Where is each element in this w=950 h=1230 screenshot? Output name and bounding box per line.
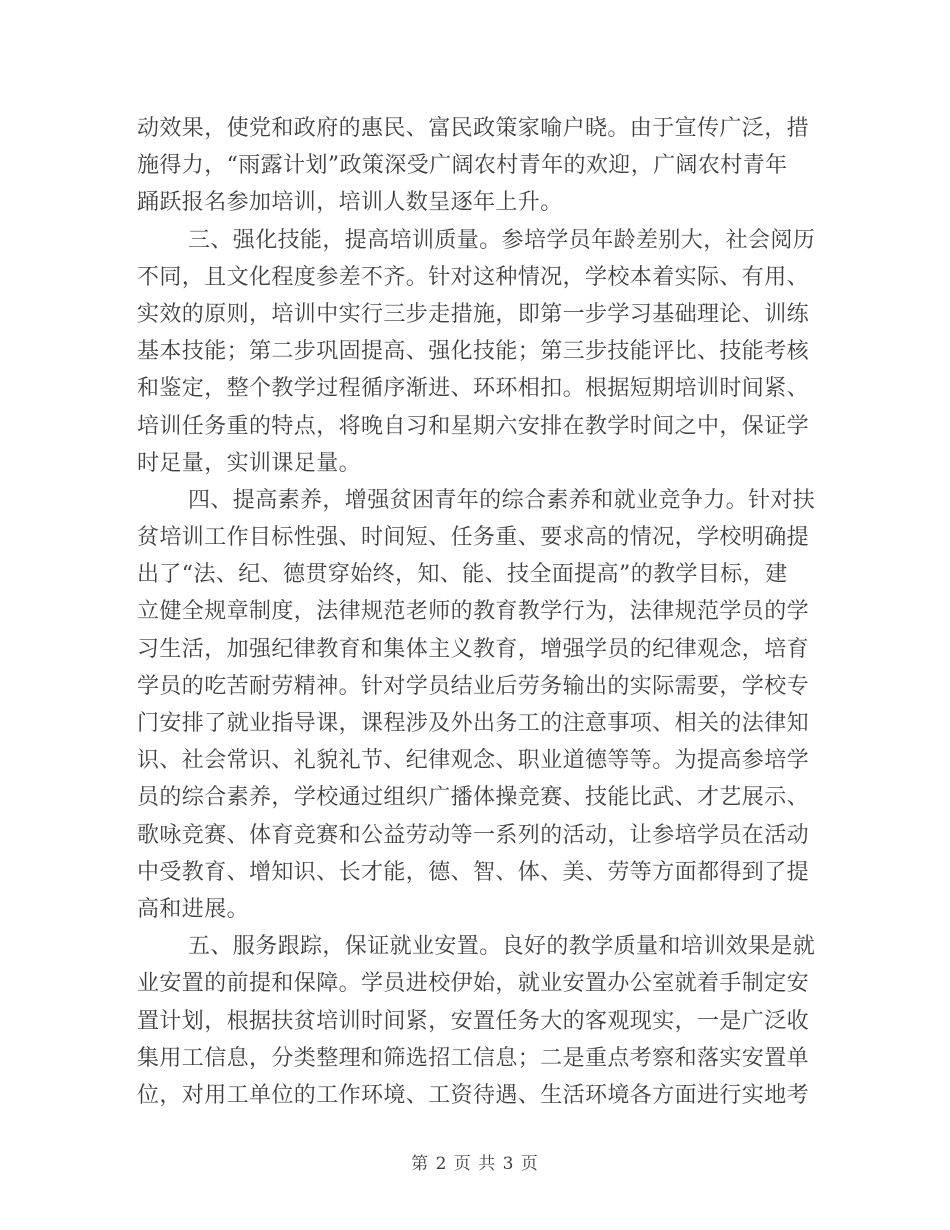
text-line: 四、提高素养，增强贫困青年的综合素养和就业竞争力。针对扶 — [188, 487, 816, 513]
text-line: 位，对用工单位的工作环境、工资待遇、生活环境各方面进行实地考 — [137, 1082, 810, 1108]
text-line: 出了“法、纪、德贯穿始终，知、能、技全面提高”的教学目标，建 — [137, 562, 788, 588]
text-line: 习生活，加强纪律教育和集体主义教育，增强学员的纪律观念，培育 — [137, 636, 810, 662]
page-number-label: 第 2 页 共 3 页 — [411, 1154, 539, 1174]
text-line: 歌咏竞赛、体育竞赛和公益劳动等一系列的活动，让参培学员在活动 — [137, 822, 810, 848]
text-line: 不同，且文化程度参差不齐。针对这种情况，学校本着实际、有用、 — [137, 264, 810, 290]
text-line: 中受教育、增知识、长才能，德、智、体、美、劳等方面都得到了提 — [137, 859, 810, 885]
document-text — [137, 110, 827, 1114]
text-line: 培训任务重的特点，将晚自习和星期六安排在教学时间之中，保证学 — [137, 413, 810, 439]
text-line: 识、社会常识、礼貌礼节、纪律观念、职业道德等等。为提高参培学 — [137, 748, 810, 774]
page-footer — [0, 1149, 950, 1174]
text-line: 集用工信息，分类整理和筛选招工信息；二是重点考察和落实安置单 — [137, 1045, 810, 1071]
text-line: 置计划，根据扶贫培训时间紧，安置任务大的客观现实，一是广泛收 — [137, 1008, 810, 1034]
text-line: 学员的吃苦耐劳精神。针对学员结业后劳务输出的实际需要，学校专 — [137, 673, 810, 699]
text-line: 基本技能；第二步巩固提高、强化技能；第三步技能评比、技能考核 — [137, 339, 810, 365]
text-line: 动效果，使党和政府的惠民、富民政策家喻户晓。由于宣传广泛，措 — [137, 116, 810, 141]
text-line: 高和进展。 — [137, 896, 250, 922]
text-line: 立健全规章制度，法律规范老师的教育教学行为，法律规范学员的学 — [137, 599, 810, 625]
text-line: 施得力，“雨露计划”政策深受广阔农村青年的欢迎，广阔农村青年 — [137, 153, 788, 179]
text-line: 五、服务跟踪，保证就业安置。良好的教学质量和培训效果是就 — [188, 934, 816, 960]
text-line: 踊跃报名参加培训，培训人数呈逐年上升。 — [137, 190, 563, 216]
text-line: 门安排了就业指导课，课程涉及外出务工的注意事项、相关的法律知 — [137, 711, 810, 736]
text-line: 业安置的前提和保障。学员进校伊始，就业安置办公室就着手制定安 — [137, 971, 810, 997]
text-line: 三、强化技能，提高培训质量。参培学员年龄差别大，社会阅历 — [188, 227, 816, 253]
text-line: 贫培训工作目标性强、时间短、任务重、要求高的情况，学校明确提 — [137, 525, 810, 551]
text-line: 时足量，实训课足量。 — [137, 450, 362, 476]
text-line: 实效的原则，培训中实行三步走措施，即第一步学习基础理论、训练 — [137, 301, 810, 327]
text-line: 员的综合素养，学校通过组织广播体操竞赛、技能比武、才艺展示、 — [137, 785, 810, 811]
text-line: 和鉴定，整个教学过程循序渐进、环环相扣。根据短期培训时间紧、 — [137, 376, 810, 402]
